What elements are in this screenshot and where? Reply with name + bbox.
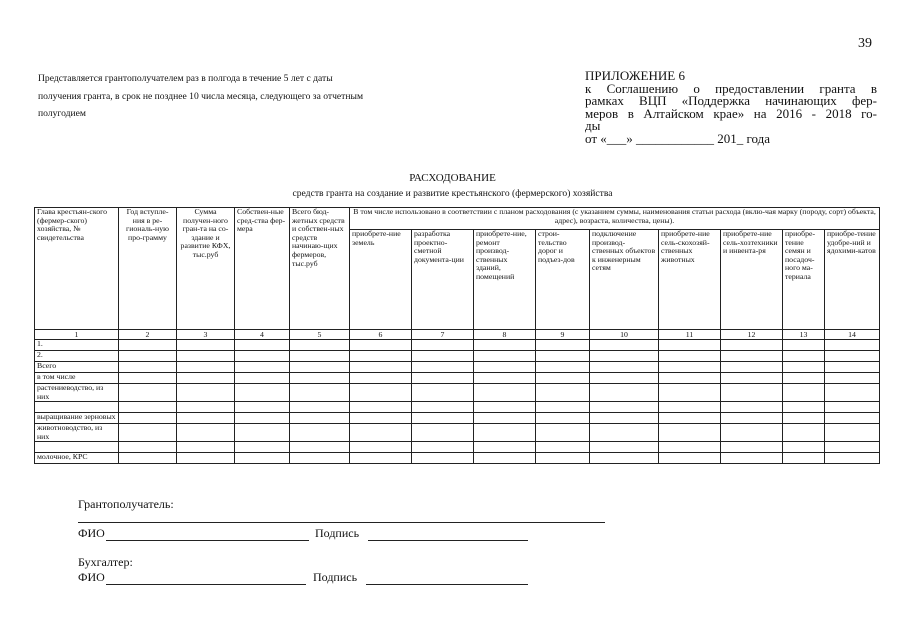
column-number: 7 <box>412 330 474 340</box>
table-cell[interactable] <box>783 384 825 402</box>
table-cell[interactable] <box>177 402 235 413</box>
table-cell[interactable] <box>721 442 783 453</box>
table-cell[interactable] <box>290 402 350 413</box>
table-cell[interactable] <box>412 442 474 453</box>
table-cell[interactable] <box>412 351 474 362</box>
header-program-year: Год вступле-ния в ре-гиональ-ную про-грамму <box>119 208 177 330</box>
table-cell[interactable] <box>659 351 721 362</box>
header-grant-amount: Сумма получен-ного гран-та на со-здание и развитие КФХ, тыс.руб <box>177 208 235 330</box>
table-cell[interactable] <box>825 340 880 351</box>
row-label: молочное, КРС <box>35 453 119 464</box>
appendix-line: к Соглашению о предоставлении гранта в <box>585 80 877 96</box>
table-cell[interactable] <box>536 384 590 402</box>
table-cell[interactable] <box>119 351 177 362</box>
table-cell[interactable] <box>590 413 659 424</box>
table-cell[interactable] <box>290 442 350 453</box>
table-cell[interactable] <box>412 340 474 351</box>
table-row <box>35 442 880 453</box>
recipient-fio-label: ФИО <box>78 526 105 540</box>
header-roads: строи-тельство дорог и подъез-дов <box>536 230 590 330</box>
table-cell[interactable] <box>783 340 825 351</box>
table-cell[interactable] <box>783 351 825 362</box>
table-cell[interactable] <box>235 442 290 453</box>
table-cell[interactable] <box>474 453 536 464</box>
column-number-row <box>35 330 880 340</box>
column-number: 1 <box>35 330 119 340</box>
table-cell[interactable] <box>177 351 235 362</box>
header-own-funds: Собствен-ные сред-ства фер-мера <box>235 208 290 330</box>
table-cell[interactable] <box>536 413 590 424</box>
table-cell[interactable] <box>590 424 659 442</box>
table-cell[interactable] <box>235 384 290 402</box>
column-number: 2 <box>119 330 177 340</box>
table-cell[interactable] <box>721 402 783 413</box>
table-row <box>35 402 880 413</box>
table-cell[interactable] <box>659 442 721 453</box>
table-cell[interactable] <box>536 402 590 413</box>
table-cell[interactable] <box>290 362 350 373</box>
table-cell[interactable] <box>590 362 659 373</box>
header-land: приобрете-ние земель <box>350 230 412 330</box>
table-cell[interactable] <box>177 362 235 373</box>
table-cell[interactable] <box>350 340 412 351</box>
table-cell[interactable] <box>119 384 177 402</box>
row-label: животноводство, из них <box>35 424 119 442</box>
table-cell[interactable] <box>590 373 659 384</box>
accountant-signature-field[interactable] <box>366 584 528 585</box>
table-cell[interactable] <box>412 424 474 442</box>
table-cell[interactable] <box>350 442 412 453</box>
row-label: в том числе <box>35 373 119 384</box>
table-cell[interactable] <box>290 340 350 351</box>
table-cell[interactable] <box>177 373 235 384</box>
table-cell[interactable] <box>721 413 783 424</box>
table-cell[interactable] <box>659 424 721 442</box>
document-title: РАСХОДОВАНИЕ <box>409 172 496 184</box>
table-cell[interactable] <box>721 351 783 362</box>
document-subtitle: средств гранта на создание и развитие крестьянского (фермерского) хозяйства <box>292 188 613 199</box>
column-number: 11 <box>659 330 721 340</box>
table-cell[interactable] <box>825 362 880 373</box>
appendix-line: рамках ВЦП «Поддержка начинающих фер- <box>585 93 877 108</box>
table-cell[interactable] <box>350 384 412 402</box>
column-number: 3 <box>177 330 235 340</box>
table-cell[interactable] <box>177 340 235 351</box>
table-cell[interactable] <box>721 373 783 384</box>
table-cell[interactable] <box>119 442 177 453</box>
accountant-fio-field[interactable] <box>106 584 306 585</box>
table-cell[interactable] <box>474 351 536 362</box>
table-cell[interactable] <box>290 384 350 402</box>
table-cell[interactable] <box>350 373 412 384</box>
header-plan-group: В том числе использовано в соответствии с планом расходования (с указанием суммы, наименования статьи расхода (вклю-чая марку (породу, сорт) объекта, адрес), возраста, количества, цены). <box>350 208 880 230</box>
table-cell[interactable] <box>412 453 474 464</box>
table-row <box>35 453 880 464</box>
table-cell[interactable] <box>721 384 783 402</box>
table-cell[interactable] <box>235 402 290 413</box>
table-cell[interactable] <box>825 351 880 362</box>
table-cell[interactable] <box>659 402 721 413</box>
column-number: 13 <box>783 330 825 340</box>
submission-note: Представляется грантополучателем раз в полгода в течение 5 лет с даты получения гранта, в срок не позднее 10 числа месяца, следующего за отчетным полугодием <box>38 73 364 119</box>
table-cell[interactable] <box>412 373 474 384</box>
table-cell[interactable] <box>235 351 290 362</box>
table-cell[interactable] <box>783 362 825 373</box>
table-cell[interactable] <box>177 384 235 402</box>
table-cell[interactable] <box>536 424 590 442</box>
table-cell[interactable] <box>783 453 825 464</box>
table-cell[interactable] <box>536 340 590 351</box>
table-cell[interactable] <box>825 373 880 384</box>
header-animals: приобрете-ние сель-скохозяй-ственных животных <box>659 230 721 330</box>
table-cell[interactable] <box>721 453 783 464</box>
table-cell[interactable] <box>474 442 536 453</box>
recipient-name-line[interactable] <box>78 522 605 523</box>
row-label <box>35 442 119 453</box>
row-label: 2. <box>35 351 119 362</box>
table-row <box>35 362 880 373</box>
table-cell[interactable] <box>474 362 536 373</box>
table-row <box>35 351 880 362</box>
header-farm-head: Глава крестьян-ского (фермер-ского) хозяйства, № свидетельства <box>35 208 119 330</box>
table-cell[interactable] <box>536 442 590 453</box>
table-cell[interactable] <box>350 402 412 413</box>
table-cell[interactable] <box>290 424 350 442</box>
table-cell[interactable] <box>350 453 412 464</box>
table-cell[interactable] <box>721 340 783 351</box>
appendix-date: от «___» ____________ 201_ года <box>585 130 771 146</box>
table-cell[interactable] <box>412 402 474 413</box>
table-cell[interactable] <box>536 453 590 464</box>
appendix-title: ПРИЛОЖЕНИЕ 6 <box>585 68 685 83</box>
header-utilities: подключение производ-ственных объектов к инженерным сетям <box>590 230 659 330</box>
appendix-header <box>585 70 877 145</box>
table-cell[interactable] <box>119 413 177 424</box>
table-cell[interactable] <box>235 362 290 373</box>
table-cell[interactable] <box>119 340 177 351</box>
table-cell[interactable] <box>412 413 474 424</box>
table-cell[interactable] <box>119 373 177 384</box>
header-buildings: приобрете-ние, ремонт производ-ственных зданий, помещений <box>474 230 536 330</box>
table-cell[interactable] <box>536 373 590 384</box>
appendix-line: меров в Алтайском крае» на 2016 - 2018 го- <box>585 105 877 121</box>
row-label: выращивание зерновых <box>35 413 119 424</box>
table-cell[interactable] <box>235 453 290 464</box>
appendix-line: ды <box>585 118 601 133</box>
table-cell[interactable] <box>590 351 659 362</box>
table-cell[interactable] <box>235 413 290 424</box>
column-number: 10 <box>590 330 659 340</box>
table-cell[interactable] <box>825 424 880 442</box>
table-cell[interactable] <box>412 362 474 373</box>
table-cell[interactable] <box>177 413 235 424</box>
table-row <box>35 384 880 402</box>
table-cell[interactable] <box>350 362 412 373</box>
table-cell[interactable] <box>659 384 721 402</box>
row-label <box>35 402 119 413</box>
table-cell[interactable] <box>590 402 659 413</box>
column-number: 12 <box>721 330 783 340</box>
table-cell[interactable] <box>659 373 721 384</box>
table-cell[interactable] <box>590 453 659 464</box>
table-cell[interactable] <box>590 384 659 402</box>
recipient-signature-label: Подпись <box>315 526 360 540</box>
table-cell[interactable] <box>290 373 350 384</box>
table-cell[interactable] <box>783 402 825 413</box>
table-cell[interactable] <box>177 442 235 453</box>
accountant-fio-label: ФИО <box>78 570 105 584</box>
table-cell[interactable] <box>536 362 590 373</box>
expenditure-table <box>34 207 880 464</box>
table-cell[interactable] <box>474 384 536 402</box>
table-cell[interactable] <box>235 424 290 442</box>
table-cell[interactable] <box>721 424 783 442</box>
table-cell[interactable] <box>290 351 350 362</box>
table-cell[interactable] <box>474 413 536 424</box>
table-cell[interactable] <box>536 351 590 362</box>
table-cell[interactable] <box>783 373 825 384</box>
table-cell[interactable] <box>474 373 536 384</box>
table-cell[interactable] <box>825 384 880 402</box>
table-cell[interactable] <box>783 413 825 424</box>
table-cell[interactable] <box>721 362 783 373</box>
table-cell[interactable] <box>825 453 880 464</box>
row-label: Всего <box>35 362 119 373</box>
header-fertilizers: приобре-тение удобре-ний и ядохими-катов <box>825 230 880 330</box>
column-number: 6 <box>350 330 412 340</box>
table-cell[interactable] <box>825 413 880 424</box>
row-label: растениеводство, из них <box>35 384 119 402</box>
column-number: 4 <box>235 330 290 340</box>
table-cell[interactable] <box>783 424 825 442</box>
table-cell[interactable] <box>119 453 177 464</box>
table-cell[interactable] <box>825 402 880 413</box>
table-cell[interactable] <box>412 384 474 402</box>
table-row <box>35 340 880 351</box>
table-cell[interactable] <box>290 413 350 424</box>
table-cell[interactable] <box>290 453 350 464</box>
table-cell[interactable] <box>474 402 536 413</box>
column-number: 14 <box>825 330 880 340</box>
recipient-label: Грантополучатель: <box>78 497 174 511</box>
table-cell[interactable] <box>474 424 536 442</box>
recipient-fio-field[interactable] <box>106 540 309 541</box>
table-cell[interactable] <box>350 351 412 362</box>
header-seeds: приобре-тение семян и посадоч-ного ма-териала <box>783 230 825 330</box>
table-row <box>35 413 880 424</box>
table-cell[interactable] <box>783 442 825 453</box>
table-cell[interactable] <box>659 340 721 351</box>
table-cell[interactable] <box>177 424 235 442</box>
table-cell[interactable] <box>825 442 880 453</box>
table-cell[interactable] <box>119 402 177 413</box>
table-cell[interactable] <box>659 453 721 464</box>
table-row <box>35 424 880 442</box>
table-cell[interactable] <box>119 424 177 442</box>
page-number: 39 <box>858 36 872 51</box>
table-cell[interactable] <box>590 442 659 453</box>
table-cell[interactable] <box>590 340 659 351</box>
column-number: 5 <box>290 330 350 340</box>
table-cell[interactable] <box>235 340 290 351</box>
table-cell[interactable] <box>350 424 412 442</box>
column-number: 8 <box>474 330 536 340</box>
table-cell[interactable] <box>119 362 177 373</box>
column-number: 9 <box>536 330 590 340</box>
header-machinery: приобрете-ние сель-хозтехники и инвента-ря <box>721 230 783 330</box>
row-label: 1. <box>35 340 119 351</box>
accountant-label: Бухгалтер: <box>78 555 133 569</box>
table-row <box>35 373 880 384</box>
table-cell[interactable] <box>235 373 290 384</box>
accountant-signature-label: Подпись <box>313 570 358 584</box>
table-cell[interactable] <box>659 413 721 424</box>
table-cell[interactable] <box>177 453 235 464</box>
table-cell[interactable] <box>350 413 412 424</box>
table-cell[interactable] <box>659 362 721 373</box>
header-design-docs: разработка проектно-сметной документа-ции <box>412 230 474 330</box>
table-cell[interactable] <box>474 340 536 351</box>
recipient-signature-field[interactable] <box>368 540 528 541</box>
header-total-funds: Всего бюд-жетных средств и собствен-ных средств начинаю-щих фермеров, тыс.руб <box>290 208 350 330</box>
